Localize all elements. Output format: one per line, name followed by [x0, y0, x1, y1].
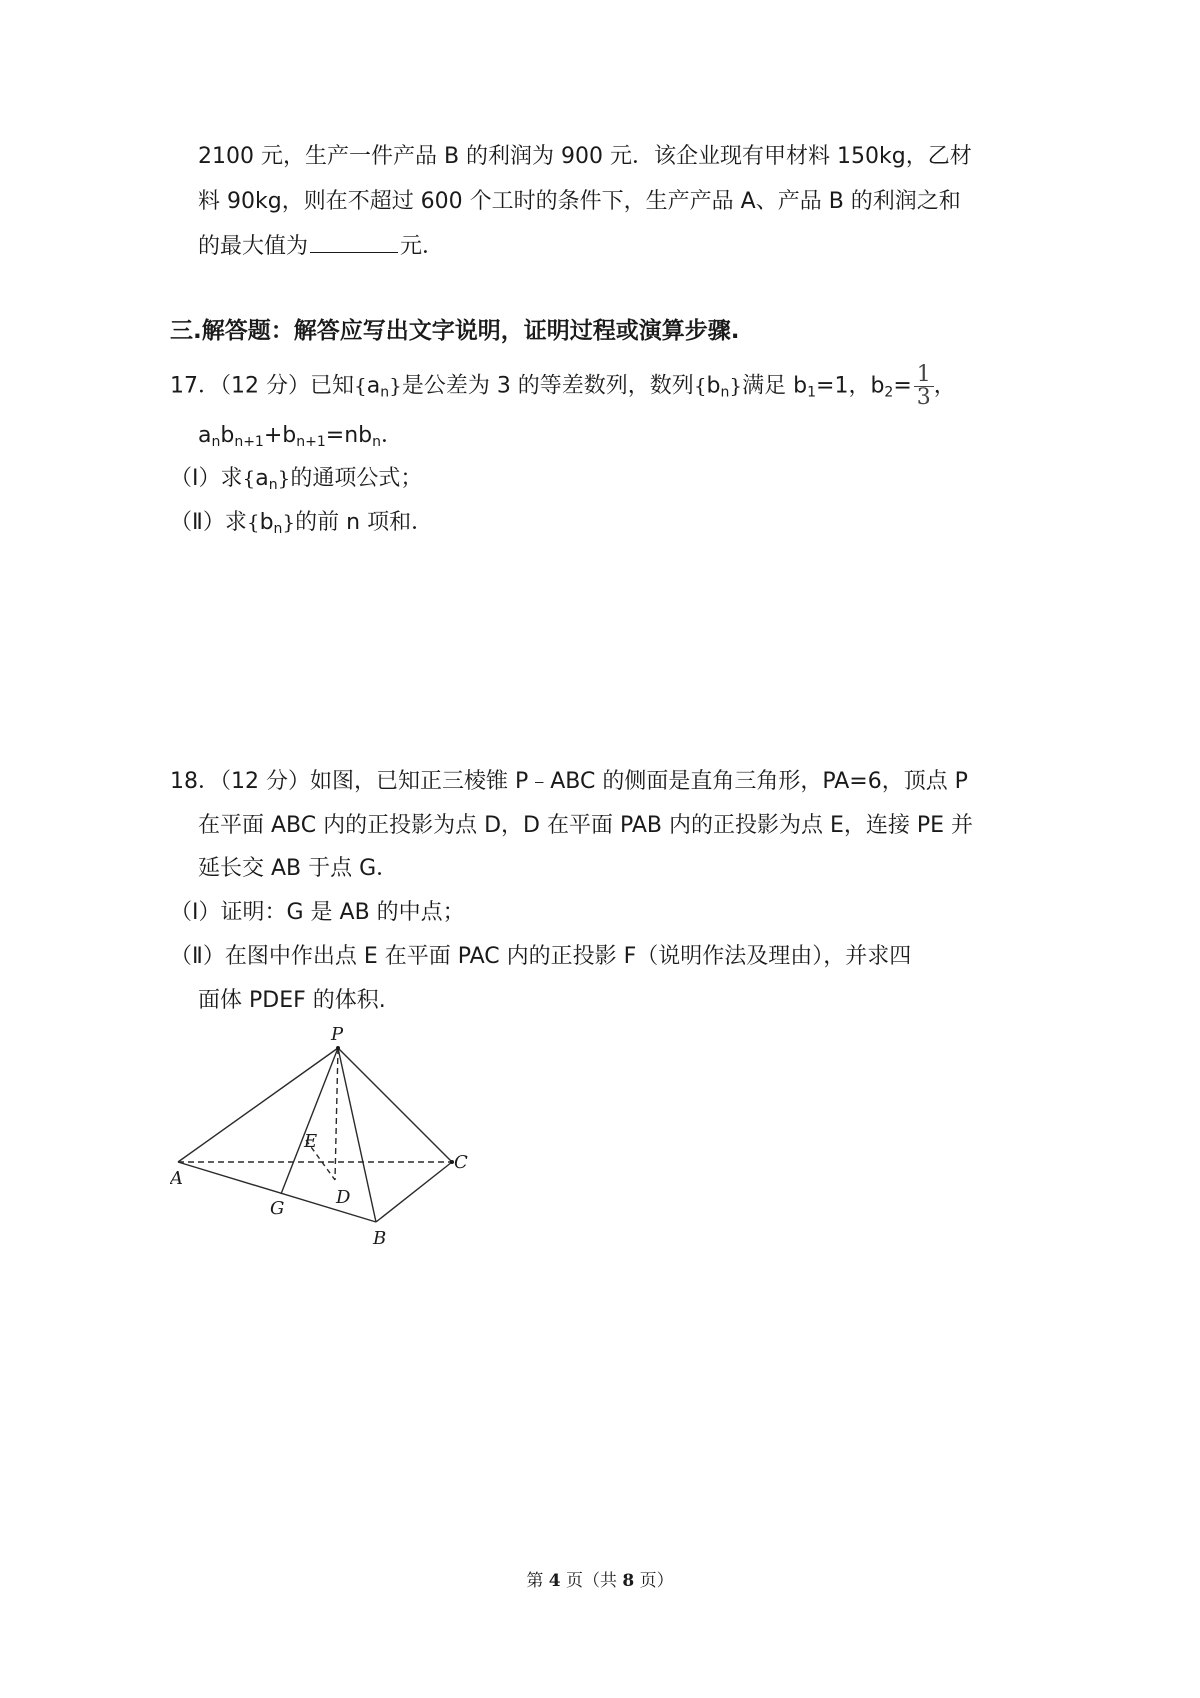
brace-right-b: }	[729, 373, 743, 398]
label-E: E	[304, 1131, 318, 1152]
q16-line-1: 2100 元，生产一件产品 B 的利润为 900 元．该企业现有甲材料 150kg，乙材	[198, 144, 972, 169]
label-G: G	[270, 1198, 285, 1219]
q17-part-2	[170, 506, 433, 539]
part-1-brace-l: {	[242, 466, 256, 490]
q18-line-1: 18．（12 分）如图，已知正三棱锥 P﹣ABC 的侧面是直角三角形，PA=6，顶点 P	[170, 769, 968, 794]
q18-part-2-line-2: 面体 PDEF 的体积.	[198, 988, 386, 1013]
current-page: 4	[548, 1571, 561, 1591]
q17-number: 17．	[170, 373, 220, 399]
seq-a-sub: n	[380, 384, 390, 401]
brace-left-b: {	[693, 373, 707, 398]
fraction-one-third	[914, 364, 934, 409]
seq-b-sub: n	[720, 384, 730, 401]
answer-blank	[310, 230, 398, 253]
rec-plus-b: +b	[263, 423, 297, 448]
footer-post: 页）	[634, 1571, 674, 1591]
part-1-text: 的通项公式；	[290, 466, 423, 491]
q17-text-2: 满足 b	[742, 373, 808, 399]
q16-line-3-pre: 的最大值为	[198, 234, 309, 259]
part-2-b: b	[259, 510, 274, 535]
rec-a-sub: n	[211, 434, 221, 450]
b1-sub: 1	[807, 384, 817, 401]
q16-line-3-post: 元．	[400, 234, 445, 259]
part-2-label: （Ⅱ）求	[170, 510, 247, 535]
label-B: B	[373, 1228, 387, 1249]
brace-left: {	[354, 373, 367, 398]
rec-plus-b-sub: n+1	[296, 434, 326, 450]
edge-BC	[376, 1162, 452, 1222]
rec-b: b	[220, 423, 235, 448]
rec-b-sub: n+1	[234, 434, 264, 450]
seq-a: a	[366, 373, 381, 399]
q17-comma: ，	[933, 373, 956, 399]
q18-line-3: 延长交 AB 于点 G．	[198, 856, 399, 881]
segment-PD-dashed	[335, 1048, 338, 1180]
footer-mid: 页（共	[560, 1571, 623, 1591]
q17-score: （12 分）已知	[220, 373, 354, 399]
label-D: D	[336, 1187, 351, 1208]
edge-PC	[338, 1048, 452, 1162]
part-1-brace-r: }	[277, 466, 291, 490]
part-1-a: a	[255, 466, 269, 491]
total-pages: 8	[622, 1571, 635, 1591]
seq-b: b	[706, 373, 721, 399]
label-P: P	[331, 1024, 344, 1045]
part-1-label: （Ⅰ）求	[170, 466, 243, 491]
fraction-numerator: 1	[914, 364, 934, 387]
q18-part-1: （Ⅰ）证明：G 是 AB 的中点；	[170, 900, 465, 925]
label-C: C	[454, 1152, 468, 1173]
q18-line-2: 在平面 ABC 内的正投影为点 D，D 在平面 PAB 内的正投影为点 E，连接 PE 并	[198, 813, 974, 838]
rec-a: a	[198, 423, 212, 448]
section-3-title: 三.解答题：解答应写出文字说明，证明过程或演算步骤.	[170, 318, 740, 344]
q17-part-1	[170, 462, 422, 495]
brace-right: }	[389, 373, 402, 398]
q16-line-2: 料 90kg，则在不超过 600 个工时的条件下，生产产品 A、产品 B 的利润之和	[198, 189, 961, 214]
footer-pre: 第	[526, 1571, 549, 1591]
part-2-brace-r: }	[282, 510, 296, 534]
part-2-text: 的前 n 项和．	[295, 510, 434, 535]
q16-line-3	[198, 230, 444, 263]
q18-part-2-line-1: （Ⅱ）在图中作出点 E 在平面 PAC 内的正投影 F（说明作法及理由），并求四	[170, 944, 912, 969]
page-footer	[0, 1566, 1200, 1591]
point-P-dot	[336, 1046, 340, 1050]
q17-text-1: 是公差为 3 的等差数列，数列	[401, 373, 694, 399]
fraction-denominator: 3	[916, 385, 931, 410]
q17-recurrence	[198, 420, 403, 452]
rec-eq-nb: =nb	[325, 423, 373, 448]
q17-eq: =	[893, 373, 912, 399]
part-2-b-sub: n	[273, 521, 283, 537]
rec-end: ．	[380, 423, 403, 448]
part-2-brace-l: {	[246, 510, 260, 534]
q17-text-3: =1，b	[816, 373, 885, 399]
label-A: A	[170, 1168, 183, 1189]
b2-sub: 2	[884, 384, 894, 401]
pyramid-figure	[170, 1022, 510, 1272]
q17-statement	[170, 364, 956, 409]
part-1-a-sub: n	[268, 477, 278, 493]
rec-nb-sub: n	[372, 434, 381, 450]
